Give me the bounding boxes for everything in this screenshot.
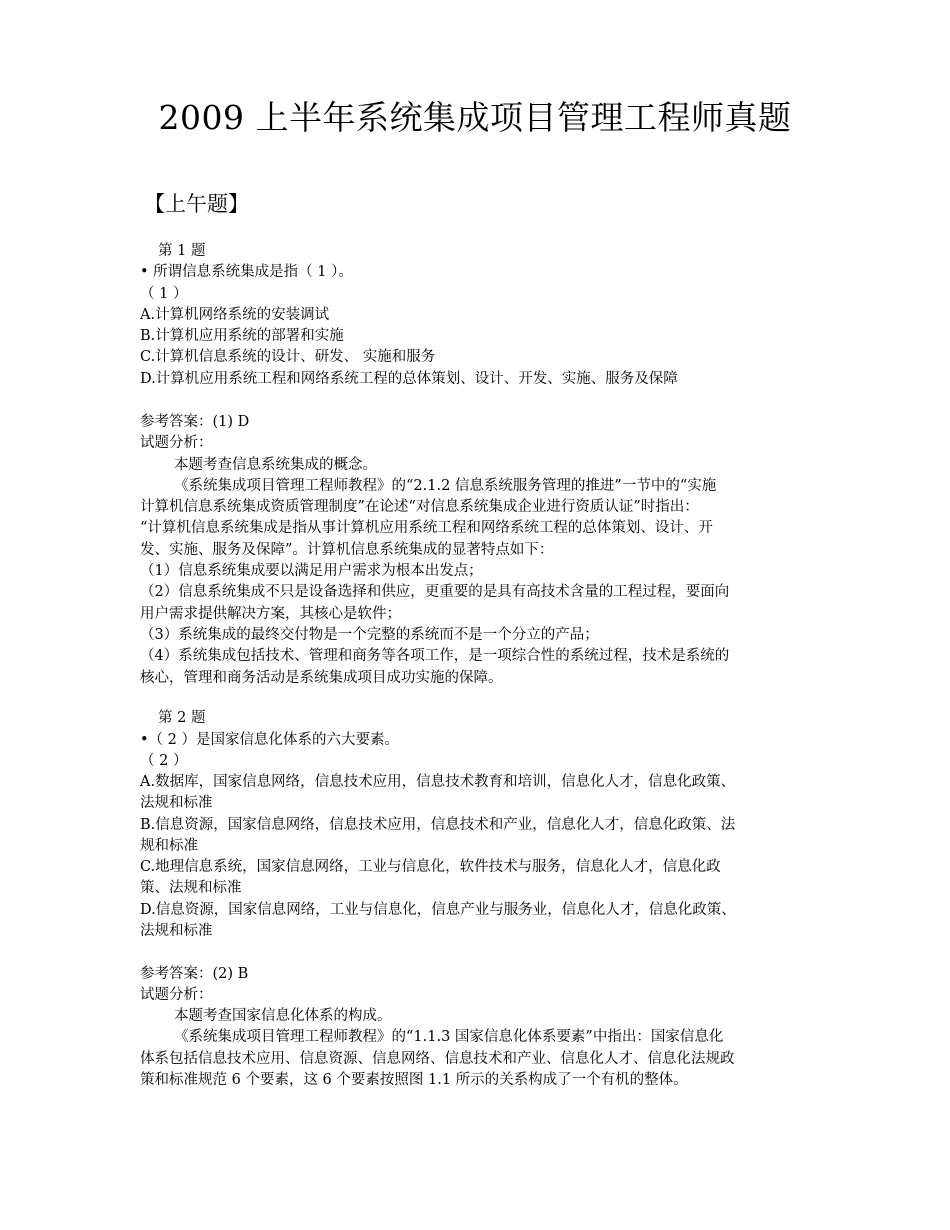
question-2-analysis-line: 《系统集成项目管理工程师教程》的“1.1.3 国家信息化体系要素”中指出：国家信息化 (174, 1029, 724, 1045)
question-1-analysis-line: 发、实施、服务及保障”。计算机信息系统集成的显著特点如下： (140, 542, 554, 558)
question-1-analysis-line: 计算机信息系统集成资质管理制度”在论述“对信息系统集成企业进行资质认证”时指出： (140, 499, 699, 515)
question-1-option-d: D.计算机应用系统工程和网络系统工程的总体策划、设计、开发、实施、服务及保障 (140, 371, 678, 387)
question-1-blank: （ 1 ） (140, 286, 188, 302)
question-1-analysis-line: 核心，管理和商务活动是系统集成项目成功实施的保障。 (140, 670, 503, 686)
section-heading: 【上午题】 (144, 192, 249, 216)
question-2-analysis-line: 本题考查国家信息化体系的构成。 (174, 1008, 392, 1024)
question-2-option-d-cont: 法规和标准 (140, 923, 213, 939)
question-2-analysis-label: 试题分析： (140, 987, 213, 1003)
question-1-option-b: B.计算机应用系统的部署和实施 (140, 328, 344, 344)
question-1-analysis-line: 《系统集成项目管理工程师教程》的“2.1.2 信息系统服务管理的推进”一节中的“实施 (174, 478, 717, 494)
question-2-blank: （ 2 ） (140, 753, 188, 769)
question-1-analysis-line: （1）信息系统集成要以满足用户需求为根本出发点； (140, 563, 483, 579)
question-1-analysis-line: （4）系统集成包括技术、管理和商务等各项工作，是一项综合性的系统过程，技术是系统的 (140, 648, 730, 664)
question-1-stem: • 所谓信息系统集成是指（ 1 ）。 (140, 264, 353, 280)
question-2-option-b-cont: 规和标准 (140, 838, 198, 854)
question-2-option-a: A.数据库，国家信息网络，信息技术应用，信息技术教育和培训，信息化人才，信息化政策、 (140, 774, 736, 790)
question-2-option-a-cont: 法规和标准 (140, 795, 213, 811)
question-1-analysis-line: 用户需求提供解决方案，其核心是软件； (140, 606, 401, 622)
question-1-analysis-line: （3）系统集成的最终交付物是一个完整的系统而不是一个分立的产品； (140, 627, 599, 643)
question-2-option-d: D.信息资源，国家信息网络，工业与信息化，信息产业与服务业，信息化人才，信息化政策、 (140, 902, 736, 918)
question-2-analysis-line: 体系包括信息技术应用、信息资源、信息网络、信息技术和产业、信息化人才、信息化法规政 (140, 1051, 735, 1067)
question-2-option-b: B.信息资源，国家信息网络，信息技术应用，信息技术和产业，信息化人才，信息化政策、法 (140, 817, 736, 833)
question-1-option-c: C.计算机信息系统的设计、研发、 实施和服务 (140, 349, 436, 365)
question-2-stem: •（ 2 ）是国家信息化体系的六大要素。 (140, 732, 399, 748)
question-1-analysis-label: 试题分析： (140, 435, 213, 451)
question-1-analysis-line: “计算机信息系统集成是指从事计算机应用系统工程和网络系统工程的总体策划、设计、开 (140, 520, 713, 536)
question-2-option-c-cont: 策、法规和标准 (140, 880, 242, 896)
question-1-analysis-line: 本题考查信息系统集成的概念。 (174, 457, 377, 473)
question-1-analysis-line: （2）信息系统集成不只是设备选择和供应，更重要的是具有高技术含量的工程过程，要面向 (140, 584, 730, 600)
question-2-analysis-line: 策和标准规范 6 个要素，这 6 个要素按照图 1.1 所示的关系构成了一个有机的整体。 (140, 1072, 688, 1088)
question-1-answer: 参考答案：(1) D (140, 414, 250, 430)
question-1-option-a: A.计算机网络系统的安装调试 (140, 307, 330, 323)
question-2-label: 第 2 题 (158, 710, 206, 726)
question-1-label: 第 1 题 (158, 243, 206, 259)
question-2-option-c: C.地理信息系统，国家信息网络，工业与信息化，软件技术与服务，信息化人才，信息化政 (140, 859, 721, 875)
question-2-answer: 参考答案：(2) B (140, 966, 249, 982)
document-title: 2009 上半年系统集成项目管理工程师真题 (158, 98, 792, 137)
